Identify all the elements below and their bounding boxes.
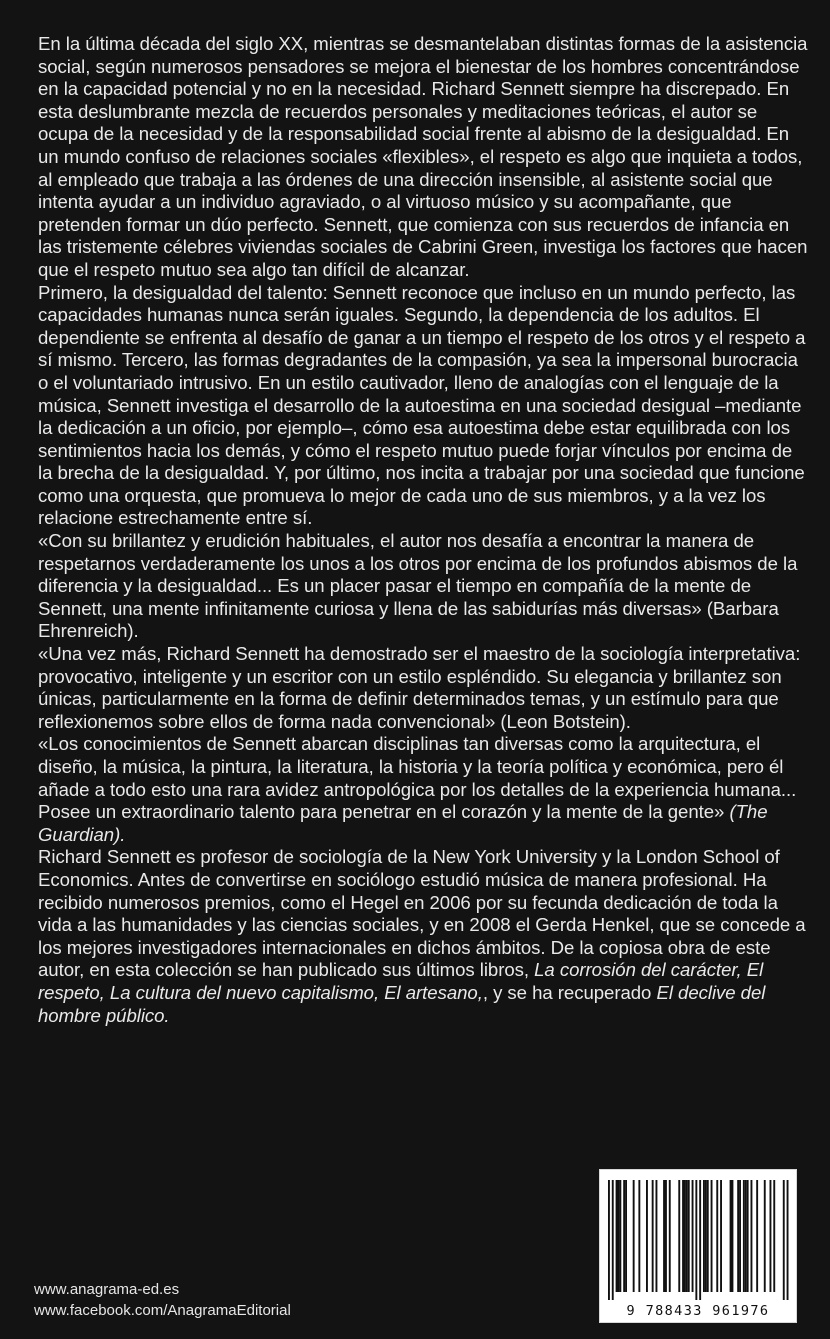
barcode-bar <box>773 1180 775 1292</box>
book-title-artesano: El artesano, <box>384 981 483 1003</box>
barcode-bar <box>646 1180 648 1292</box>
barcode-bar <box>618 1180 620 1292</box>
barcode-bar <box>764 1180 766 1292</box>
book-title-cultura: La cultura del nuevo capitalismo, <box>109 981 380 1003</box>
book-title-declive: El declive del hombre público. <box>38 981 766 1026</box>
barcode-bar <box>783 1180 785 1300</box>
barcode-bar <box>707 1180 709 1292</box>
barcode-bar <box>686 1180 688 1292</box>
barcode-bar <box>743 1180 745 1292</box>
isbn-barcode <box>599 1169 797 1323</box>
barcode-bar <box>716 1180 718 1292</box>
barcode-bar <box>688 1180 690 1292</box>
barcode-bar <box>705 1180 707 1292</box>
barcode-bar <box>669 1180 671 1292</box>
barcode-bar <box>770 1180 772 1292</box>
barcode-bar <box>665 1180 667 1292</box>
barcode-bar <box>608 1180 610 1300</box>
description-paragraph-2: Primero, la desigualdad del talento: Sennett reconoce que incluso en un mundo perfecto, las capacidades humanas nunca serán iguales. Segundo, la dependencia de los adultos. El dependiente se enfrenta al desafío de ganar a un tiempo el respeto de los otros y el respeto a sí mismo. Tercero, las formas degradantes de la compasión, ya sea la impersonal burocracia o el voluntariado intrusivo. En un estilo cautivador, lleno de analogías con el lenguaje de la música, Sennett investiga el desarrollo de la autoestima en una sociedad desigual –mediante la dedicación a un oficio, por ejemplo–, cómo esa autoestima debe estar equilibrada con los sentimientos hacia los demás, y cómo el respeto mutuo puede forjar vínculos por encima de la brecha de la desigualdad. Y, por último, nos incita a trabajar por una sociedad que funcione como una orquesta, que promueva lo mejor de cada uno de sus miembros, y a la vez los relacione estrechamente entre sí. <box>38 281 806 529</box>
barcode-bar <box>747 1180 749 1292</box>
barcode-bar <box>625 1180 627 1292</box>
barcode-bar <box>623 1180 625 1292</box>
barcode-bar <box>684 1180 686 1292</box>
barcode-bar <box>730 1180 732 1292</box>
barcode-bar <box>612 1180 614 1300</box>
guardian-quote-text: «Los conocimientos de Sennett abarcan disciplinas tan diversas como la arquitectura, el diseño, la música, la pintura, la literatura, la historia y la teoría política y económica, pero él añade a todo esto una rara avidez antropológica por los detalles de la experiencia humana... Posee un extraordinario talento para penetrar en el corazón y la mente de la gente» <box>38 733 797 823</box>
review-quote-botstein: «Una vez más, Richard Sennett ha demostrado ser el maestro de la sociología interpretativa: provocativo, inteligente y un escritor con un estilo espléndido. Su elegancia y brillantez son únicas, particularmente en la forma de definir determinados temas, y un estímulo para que reflexionemos sobre ellos de forma nada convencional» (Leon Botstein). <box>38 643 801 732</box>
book-description <box>38 33 808 1027</box>
barcode-bar <box>703 1180 705 1292</box>
barcode-bar <box>663 1180 665 1292</box>
barcode-bar <box>695 1180 697 1300</box>
author-bio-text: Richard Sennett es profesor de sociología de la New York University y la London School of Economics. Antes de convertirse en sociólogo estudió música de manera profesional. Ha recibido numerosos premios, como el Hegel en 2006 por su fecunda dedicación de toda la vida a las humanidades y las ciencias sociales, y en 2008 el Gerda Henkel, que se concede a los mejores investigadores internacionales en dichos ámbitos. De la copiosa obra de este autor, en esta colección se han publicado sus últimos libros, <box>38 846 806 981</box>
barcode-bar <box>732 1180 734 1292</box>
barcode-bars <box>600 1170 796 1322</box>
barcode-bar <box>633 1180 635 1292</box>
barcode-bar <box>787 1180 789 1300</box>
barcode-bar <box>745 1180 747 1292</box>
barcode-bar <box>652 1180 654 1292</box>
barcode-bar <box>739 1180 741 1292</box>
barcode-bar <box>656 1180 658 1292</box>
barcode-bar <box>682 1180 684 1292</box>
facebook-link[interactable]: www.facebook.com/AnagramaEditorial <box>34 1302 291 1319</box>
isbn-number: 9 788433 961976 <box>626 1303 770 1319</box>
review-quote-guardian <box>38 733 808 846</box>
book-title-corrosion: La corrosión del carácter, <box>534 959 742 981</box>
author-bio: Richard Sennett es profesor de sociología de la New York University y la London School of Economics. Antes de convertirse en sociólogo estudió música de manera profesional. Ha recibido numerosos premios, como el Hegel en 2006 por su fecunda dedicación de toda la vida a las humanidades y las ciencias sociales, y en 2008 el Gerda Henkel, que se concede a los mejores investigadores internacionales en dichos ámbitos. De la copiosa obra de este autor, en esta colección se han publicado sus últimos libros, La corrosión del carácter, El respeto, La cultura del nuevo capitalismo, El artesano,, y se ha recuperado El declive del hombre público. <box>38 846 806 1026</box>
book-title-respeto: El respeto, <box>38 959 764 1003</box>
barcode-bar <box>616 1180 618 1292</box>
barcode-bar <box>756 1180 758 1292</box>
publisher-links <box>34 1279 291 1321</box>
website-link[interactable]: www.anagrama-ed.es <box>34 1281 180 1298</box>
barcode-bar <box>699 1180 701 1300</box>
description-paragraph-1: En la última década del siglo XX, mientras se desmantelaban distintas formas de la asistencia social, según numerosos pensadores se mejora el bienestar de los hombres concentrándose en la capacidad potencial y no en la necesidad. Richard Sennett siempre ha discrepado. En esta deslumbrante mezcla de recuerdos personales y meditaciones teóricas, el autor se ocupa de la necesidad y de la responsabilidad social frente al abismo de la desigualdad. En un mundo confuso de relaciones sociales «flexibles», el respeto es algo que inquieta a todos, al empleado que trabaja a las órdenes de una dirección insensible, al asistente social que intenta ayudar a un individuo agraviado, o al virtuoso músico y su acompañante, que pretenden formar un dúo perfecto. Sennett, que comienza con sus recuerdos de infancia en las tristemente célebres viviendas sociales de Cabrini Green, investiga los factores que hacen que el respeto mutuo sea algo tan difícil de alcanzar. <box>38 33 808 280</box>
barcode-bar <box>678 1180 680 1292</box>
barcode-bar <box>751 1180 753 1292</box>
author-bio-recovered: y se ha recuperado <box>493 981 652 1003</box>
barcode-bar <box>692 1180 694 1292</box>
barcode-bar <box>619 1180 621 1292</box>
barcode-bar <box>737 1180 739 1292</box>
review-quote-ehrenreich: «Con su brillantez y erudición habituales, el autor nos desafía a encontrar la manera de respetarnos verdaderamente los unos a los otros por encima de los profundos abismos de la diferencia y la desigualdad... Es un placer pasar el tiempo en compañía de la mente de Sennett, una mente infinitamente curiosa y llena de las sabidurías más diversas» (Barbara Ehrenreich). <box>38 530 798 642</box>
barcode-bar <box>711 1180 713 1292</box>
barcode-bar <box>720 1180 722 1292</box>
guardian-quote-source: (The Guardian). <box>38 801 768 845</box>
barcode-bar <box>638 1180 640 1292</box>
